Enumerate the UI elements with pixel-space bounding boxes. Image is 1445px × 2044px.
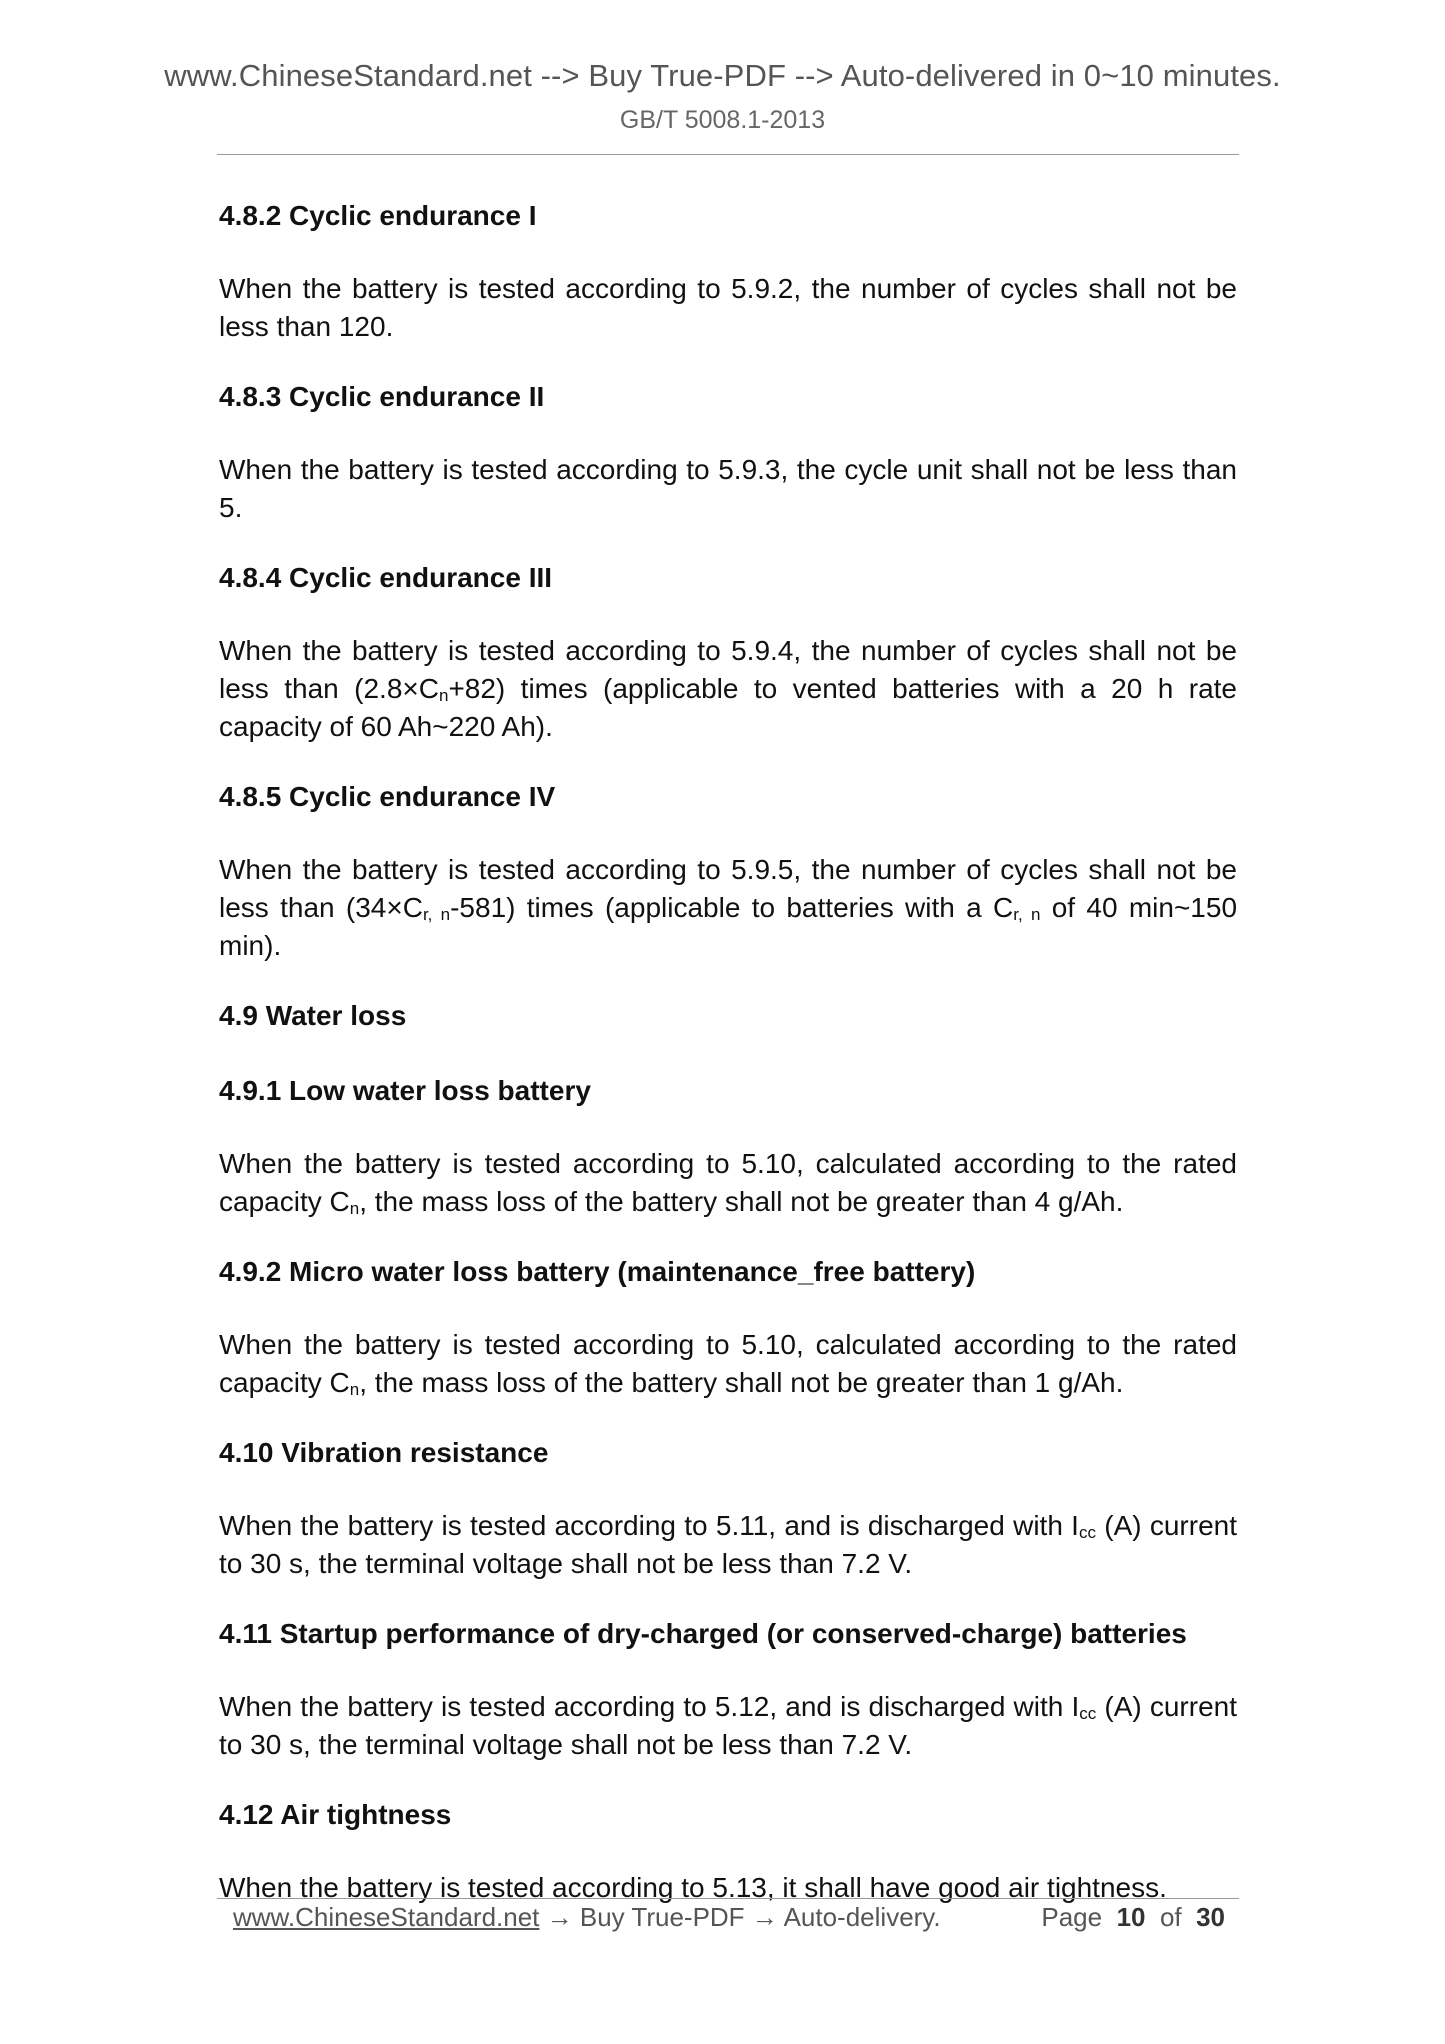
paragraph-4-10 bbox=[219, 1507, 1237, 1583]
page-number: 10 bbox=[1116, 1902, 1146, 1932]
paragraph-4-8-4-part-b: +82) times (applicable to vented batteries with a 20 h rate capacity of 60 Ah~220 Ah). bbox=[219, 673, 1237, 742]
paragraph-4-8-4-part-a: When the battery is tested according to 5.9.4, the number of cycles shall not be less than (2.8×C bbox=[219, 635, 1237, 704]
paragraph-4-9-1-part-b: , the mass loss of the battery shall not be greater than 4 g/Ah. bbox=[359, 1186, 1124, 1217]
page-label: Page bbox=[1041, 1902, 1103, 1932]
page-indicator bbox=[1041, 1902, 1225, 1933]
paragraph-4-9-2-part-a: When the battery is tested according to 5.10, calculated according to the rated capacity C bbox=[219, 1329, 1237, 1398]
subscript-n: n bbox=[438, 686, 449, 705]
header-banner: www.ChineseStandard.net --> Buy True-PDF --> Auto-delivered in 0~10 minutes. bbox=[164, 58, 1281, 93]
paragraph-4-8-3: When the battery is tested according to 5.9.3, the cycle unit shall not be less than 5. bbox=[219, 454, 1237, 523]
paragraph-4-9-2-part-b: , the mass loss of the battery shall not be greater than 1 g/Ah. bbox=[359, 1367, 1124, 1398]
footer-site-link[interactable]: www.ChineseStandard.net bbox=[233, 1902, 540, 1932]
paragraph-4-9-1 bbox=[219, 1145, 1237, 1221]
paragraph-4-8-5-part-c: of 40 min~150 min). bbox=[219, 892, 1238, 961]
subscript-rn: r, n bbox=[1013, 905, 1041, 924]
heading-4-12: 4.12 Air tightness bbox=[219, 1799, 452, 1830]
footer-divider bbox=[217, 1898, 1239, 1899]
total-pages: 30 bbox=[1196, 1902, 1225, 1932]
page-footer bbox=[233, 1902, 1233, 1942]
footer-left bbox=[233, 1902, 941, 1933]
subscript-cc: cc bbox=[1078, 1523, 1096, 1542]
heading-4-11: 4.11 Startup performance of dry-charged (or conserved-charge) batteries bbox=[219, 1618, 1187, 1649]
subscript-n: n bbox=[349, 1380, 360, 1399]
paragraph-4-10-part-a: When the battery is tested according to 5.11, and is discharged with I bbox=[219, 1510, 1079, 1541]
heading-4-10: 4.10 Vibration resistance bbox=[219, 1437, 549, 1468]
of-label: of bbox=[1159, 1902, 1182, 1932]
paragraph-4-9-1-part-a: When the battery is tested according to 5.10, calculated according to the rated capacity C bbox=[219, 1148, 1237, 1217]
subscript-n: n bbox=[349, 1199, 360, 1218]
paragraph-4-11-part-a: When the battery is tested according to 5.12, and is discharged with I bbox=[219, 1691, 1080, 1722]
subscript-cc: cc bbox=[1079, 1704, 1097, 1723]
paragraph-4-8-5-part-a: When the battery is tested according to 5.9.5, the number of cycles shall not be less than (34×C bbox=[219, 854, 1237, 923]
heading-4-9-1: 4.9.1 Low water loss battery bbox=[219, 1075, 591, 1106]
paragraph-4-11 bbox=[219, 1688, 1237, 1764]
footer-tail-text: → Buy True-PDF → Auto-delivery. bbox=[539, 1902, 941, 1932]
paragraph-4-8-5 bbox=[219, 851, 1237, 965]
paragraph-4-9-2 bbox=[219, 1326, 1237, 1402]
heading-4-8-4: 4.8.4 Cyclic endurance III bbox=[219, 562, 553, 593]
paragraph-4-10-part-b: (A) current to 30 s, the terminal voltage shall not be less than 7.2 V. bbox=[219, 1510, 1237, 1579]
paragraph-4-12: When the battery is tested according to 5.13, it shall have good air tightness. bbox=[219, 1872, 1167, 1903]
subscript-rn: r, n bbox=[422, 905, 451, 924]
heading-4-8-3: 4.8.3 Cyclic endurance II bbox=[219, 381, 545, 412]
paragraph-4-8-5-part-b: -581) times (applicable to batteries with a C bbox=[450, 892, 1014, 923]
standard-code: GB/T 5008.1-2013 bbox=[619, 106, 826, 134]
document-body bbox=[219, 195, 1237, 1937]
paragraph-4-8-4 bbox=[219, 632, 1237, 746]
heading-4-8-5: 4.8.5 Cyclic endurance IV bbox=[219, 781, 556, 812]
paragraph-4-11-part-b: (A) current to 30 s, the terminal voltage shall not be less than 7.2 V. bbox=[219, 1691, 1237, 1760]
paragraph-4-8-2: When the battery is tested according to 5.9.2, the number of cycles shall not be less than 120. bbox=[219, 273, 1237, 342]
heading-4-9-2: 4.9.2 Micro water loss battery (maintenance_free battery) bbox=[219, 1256, 976, 1287]
heading-4-9: 4.9 Water loss bbox=[219, 1000, 407, 1031]
header-divider bbox=[217, 154, 1239, 155]
heading-4-8-2: 4.8.2 Cyclic endurance I bbox=[219, 200, 537, 231]
